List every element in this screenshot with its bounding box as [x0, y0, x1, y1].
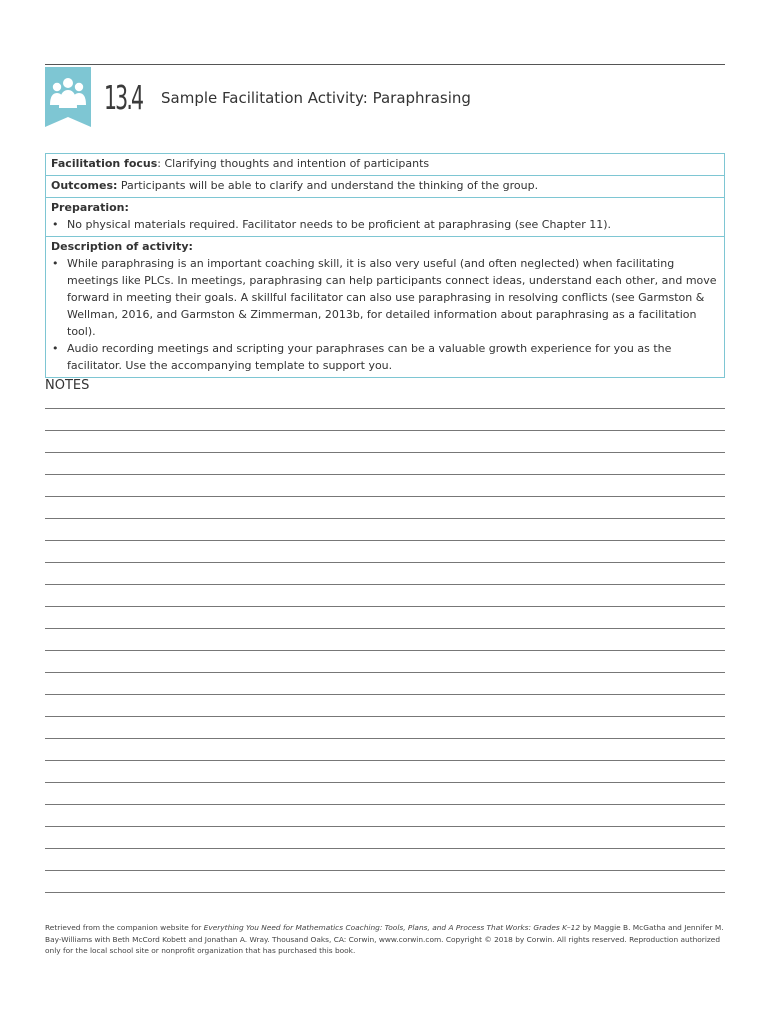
activity-table: [45, 153, 725, 378]
notes-line: [45, 408, 725, 409]
notes-line: [45, 672, 725, 673]
footer-prefix: Retrieved from the companion website for: [45, 923, 204, 932]
notes-line: [45, 826, 725, 827]
notes-line: [45, 760, 725, 761]
description-item: • While paraphrasing is an important coaching skill, it is also very useful (and often neglected) when facilitating meetings like PLCs. In meetings, paraphrasing can help participants connect ideas, understand each other, and move forward in meeting their goals. A skillful facilitator can also use paraphrasing in resolving conflicts (see Garmston & Wellman, 2016, and Garmston & Zimmerman, 2013b, for detailed information about paraphrasing as a facilitation tool).: [51, 255, 719, 340]
footer-suffix: by Maggie B. McGatha and Jennifer M. Bay-Williams with Beth McCord Kobett and Jonathan A. Wray. Thousand Oaks, CA: Corwin, www.corwin.com. Copyright © 2018 by Corwin. All rights reserved. Reproduction authorized only for the local school site or nonprofit organization that has purchased this book.: [45, 923, 724, 955]
focus-text: : Clarifying thoughts and intention of participants: [157, 157, 430, 170]
description-item: • Audio recording meetings and scripting your paraphrases can be a valuable growth experience for you as the facilitator. Use the accompanying template to support you.: [51, 340, 719, 374]
notes-line: [45, 452, 725, 453]
description-row: [46, 237, 724, 377]
focus-label: Facilitation focus: [51, 157, 158, 170]
notes-line: [45, 540, 725, 541]
notes-line: [45, 716, 725, 717]
notes-line: [45, 518, 725, 519]
top-rule: [45, 64, 725, 65]
outcomes-label: Outcomes:: [51, 179, 118, 192]
notes-line: [45, 606, 725, 607]
notes-line: [45, 870, 725, 871]
notes-line: [45, 496, 725, 497]
preparation-label: Preparation:: [51, 201, 129, 214]
notes-line: [45, 562, 725, 563]
notes-line: [45, 694, 725, 695]
facilitation-focus-row: [46, 154, 724, 176]
group-people-icon: [45, 67, 91, 127]
footer-book-title: Everything You Need for Mathematics Coaching: Tools, Plans, and A Process That Works: Grades K–12: [203, 923, 581, 932]
notes-line: [45, 474, 725, 475]
notes-heading: NOTES: [45, 378, 90, 393]
preparation-list: [51, 216, 719, 233]
notes-line: [45, 848, 725, 849]
resource-number: 13.4: [104, 78, 143, 117]
notes-line: [45, 782, 725, 783]
notes-line: [45, 430, 725, 431]
notes-line: [45, 584, 725, 585]
description-list: [51, 255, 719, 374]
preparation-row: [46, 198, 724, 237]
outcomes-row: [46, 176, 724, 198]
notes-line: [45, 628, 725, 629]
notes-line: [45, 892, 725, 893]
notes-line: [45, 804, 725, 805]
notes-line: [45, 738, 725, 739]
notes-line: [45, 650, 725, 651]
outcomes-text: Participants will be able to clarify and understand the thinking of the group.: [117, 179, 539, 192]
page-title: Sample Facilitation Activity: Paraphrasing: [161, 89, 471, 107]
footer-citation: [45, 922, 735, 957]
preparation-item: • No physical materials required. Facilitator needs to be proficient at paraphrasing (see Chapter 11).: [51, 216, 719, 233]
description-label: Description of activity:: [51, 240, 193, 253]
